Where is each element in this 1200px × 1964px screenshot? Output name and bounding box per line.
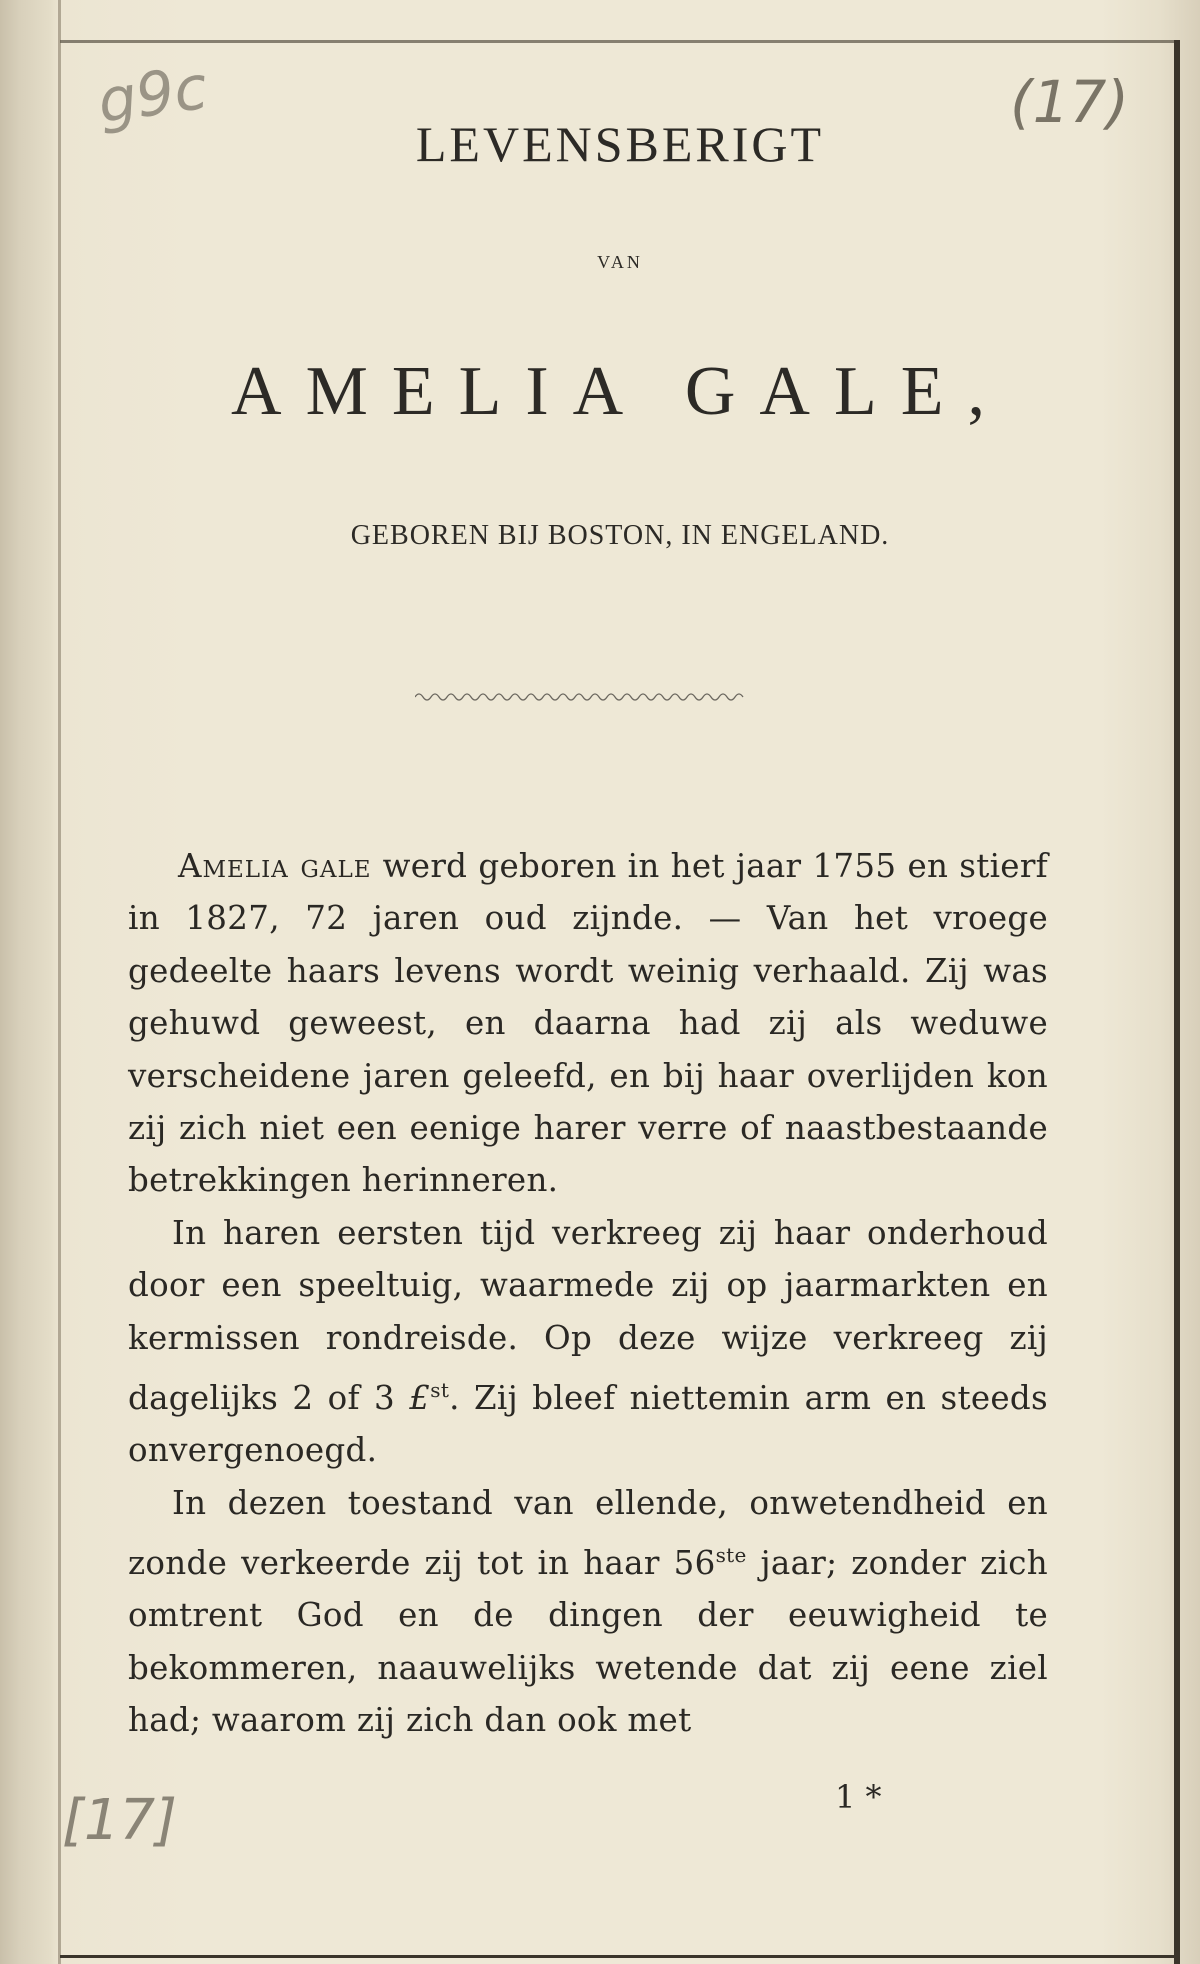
birthplace-line: GEBOREN BIJ BOSTON, IN ENGELAND. xyxy=(350,520,890,551)
pound-superscript: st xyxy=(430,1378,450,1403)
paragraph-3 xyxy=(128,1477,1048,1747)
pound-sign: £ xyxy=(409,1378,431,1417)
paragraph-2 xyxy=(128,1207,1048,1477)
paragraph-2-text-b: . Zij bleef niettemin arm en steeds onvergenoegd. xyxy=(128,1378,1048,1470)
book-spine xyxy=(0,0,60,1964)
pencil-page-number-top-right: (17) xyxy=(1010,68,1130,136)
signature-mark: 1 * xyxy=(835,1778,882,1816)
subject-name-small-caps: Amelia gale xyxy=(178,847,372,885)
title-connector: VAN xyxy=(597,252,643,272)
pencil-mark-top-left: g9c xyxy=(93,52,212,138)
ordinal-superscript: ste xyxy=(715,1543,747,1568)
body-text xyxy=(128,840,1048,1747)
subject-name: AMELIA GALE, xyxy=(231,353,1009,430)
paragraph-1-text: werd geboren in het jaar 1755 en stierf in 1827, 72 jaren oud zijnde. — Van het vroege gedeelte haars levens wordt weinig verhaald. Zij was gehuwd geweest, en daarna had zij als weduwe verscheidene jaren geleefd, en bij haar overlijden kon zij zich niet een eenige harer verre of naastbestaande betrekkingen herinneren. xyxy=(128,847,1049,1200)
wavy-ornament-divider xyxy=(415,690,745,704)
page-title: LEVENSBERIGT xyxy=(415,116,825,172)
page-top-edge xyxy=(60,40,1180,43)
spine-gutter-line xyxy=(58,0,61,1964)
paragraph-2-text-a: In haren eersten tijd verkreeg zij haar onderhoud door een speeltuig, waarmede zij op jaarmarkten en kermissen rondreisde. Op deze wijze verkreeg zij dagelijks 2 of 3 xyxy=(128,1213,1048,1417)
paragraph-1 xyxy=(128,840,1048,1207)
page-bottom-edge xyxy=(60,1955,1180,1958)
pencil-page-number-bottom-left: [17] xyxy=(62,1788,177,1853)
paragraph-3-text-a: In dezen toestand van ellende, onwetendheid en zonde verkeerde zij tot in haar 56 xyxy=(128,1483,1048,1582)
paragraph-3-text-b: jaar; zonder zich omtrent God en de dingen der eeuwigheid te bekommeren, naauwelijks wetende dat zij eene ziel had; waarom zij zich dan ook met xyxy=(128,1543,1048,1740)
page-right-edge xyxy=(1174,40,1180,1964)
